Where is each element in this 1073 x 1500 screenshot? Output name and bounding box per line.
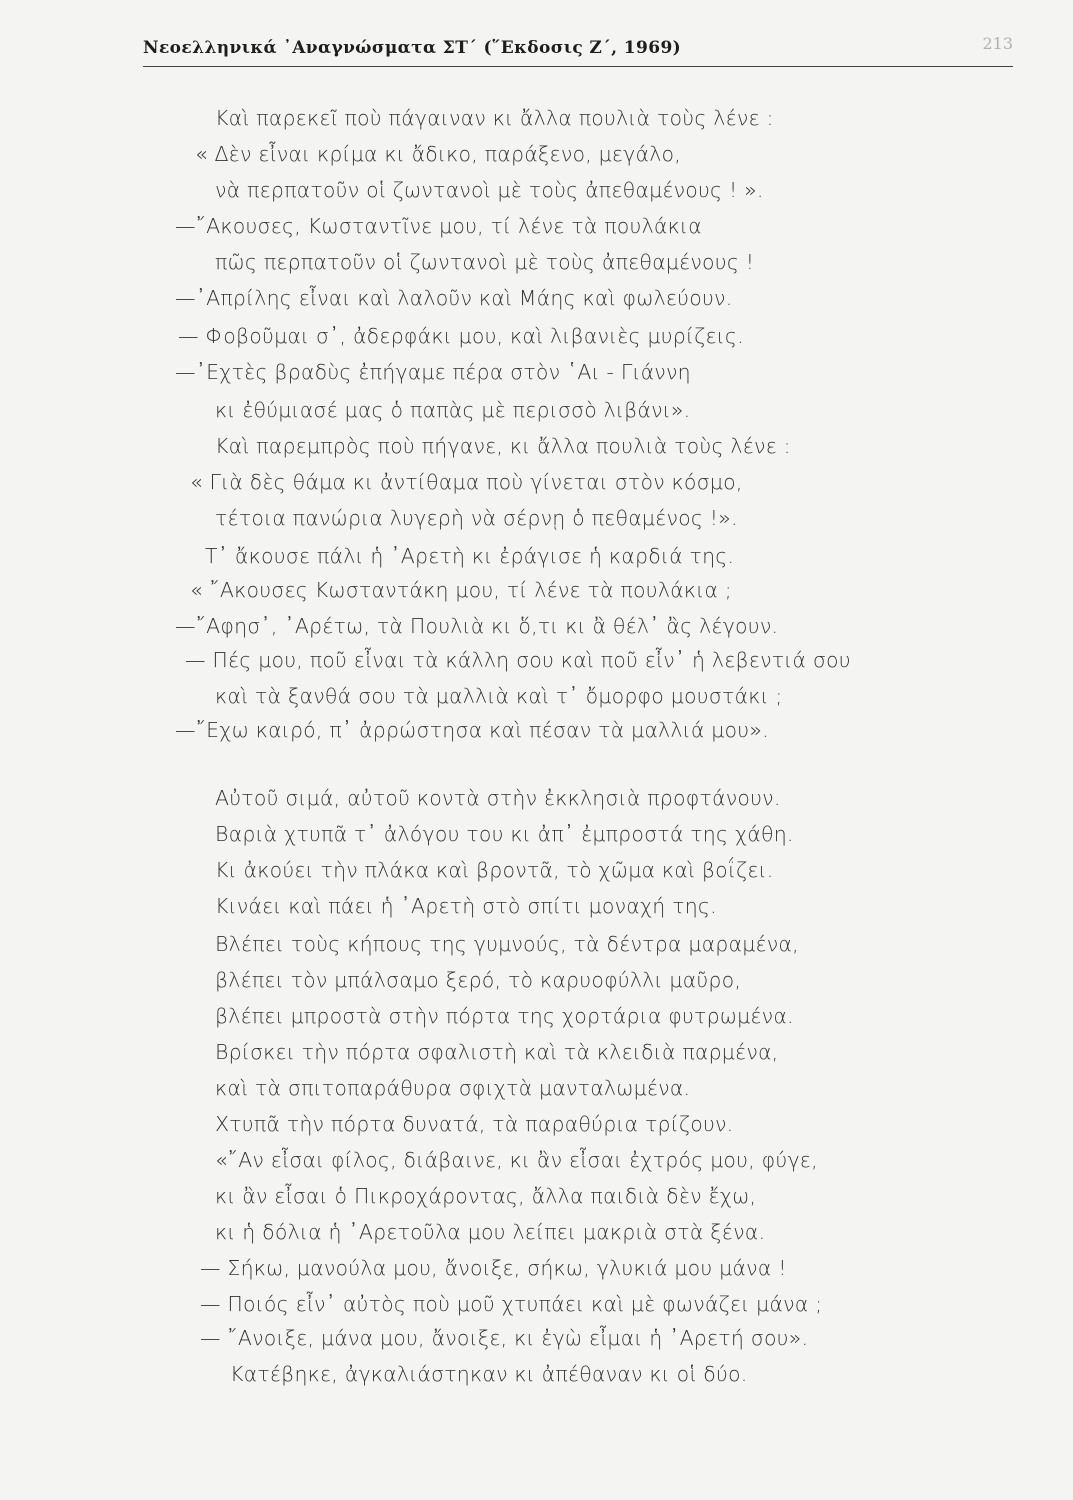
poem-line: καὶ τὰ σπιτοπαράθυρα σφιχτὰ μανταλωμένα. (215, 1076, 691, 1100)
poem-line: —῎Ακουσες, Κωσταντῖνε μου, τί λένε τὰ πουλάκια (175, 214, 702, 238)
poem-line: πῶς περπατοῦν οἱ ζωντανοὶ μὲ τοὺς ἀπεθαμένους ! (215, 250, 755, 274)
poem-line: —᾿Απρίλης εἶναι καὶ λαλοῦν καὶ Μάης καὶ φωλεύουν. (175, 286, 733, 310)
poem-line: κι ἡ δόλια ἡ ᾿Αρετοῦλα μου λείπει μακριὰ στὰ ξένα. (215, 1220, 766, 1244)
poem-line: Βαριὰ χτυπᾶ τ᾿ ἀλόγου του κι ἀπ᾿ ἐμπροστά της χάθη. (215, 822, 794, 846)
poem-line: βλέπει τὸν μπάλσαμο ξερό, τὸ καρυοφύλλι μαῦρο, (215, 968, 742, 992)
poem-line: Αὐτοῦ σιμά, αὐτοῦ κοντὰ στὴν ἐκκλησιὰ προφτάνουν. (215, 786, 781, 810)
poem-line: — Πές μου, ποῦ εἶναι τὰ κάλλη σου καὶ ποῦ εἶν᾿ ἡ λεβεντιά σου (185, 648, 851, 672)
poem-line: — Σήκω, μανούλα μου, ἄνοιξε, σήκω, γλυκιά μου μάνα ! (200, 1256, 787, 1280)
poem-line: Τ᾿ ἄκουσε πάλι ἡ ᾿Αρετὴ κι ἐράγισε ἡ καρδιά της. (205, 544, 735, 568)
poem-line: Κινάει καὶ πάει ἡ ᾿Αρετὴ στὸ σπίτι μοναχή της. (215, 894, 717, 918)
poem-line: Χτυπᾶ τὴν πόρτα δυνατά, τὰ παραθύρια τρίζουν. (215, 1112, 734, 1136)
poem-line: « ῎Ακουσες Κωσταντάκη μου, τί λένε τὰ πουλάκια ; (190, 578, 732, 602)
poem-line: — Φοβοῦμαι σ᾿, ἀδερφάκι μου, καὶ λιβανιὲς μυρίζεις. (178, 324, 744, 348)
poem-line: Καὶ παρεμπρὸς ποὺ πήγανε, κι ἄλλα πουλιὰ τοὺς λένε : (215, 434, 791, 458)
poem-line: —῎Αφησ᾿, ᾿Αρέτω, τὰ Πουλιὰ κι ὅ,τι κι ἂ θέλ᾿ ἂς λέγουν. (175, 614, 779, 638)
poem-line: —῎Εχω καιρό, π᾿ ἀρρώστησα καὶ πέσαν τὰ μαλλιά μου». (175, 718, 769, 742)
poem-line: Κατέβηκε, ἀγκαλιάστηκαν κι ἀπέθαναν κι οἱ δύο. (230, 1362, 748, 1386)
poem-line: Καὶ παρεκεῖ ποὺ πάγαιναν κι ἄλλα πουλιὰ τοὺς λένε : (215, 106, 774, 130)
poem-line: « Γιὰ δὲς θάμα κι ἀντίθαμα ποὺ γίνεται στὸν κόσμο, (190, 470, 743, 494)
poem-line: καὶ τὰ ξανθά σου τὰ μαλλιὰ καὶ τ᾿ ὄμορφο μουστάκι ; (215, 684, 783, 708)
poem-line: —᾿Εχτὲς βραδὺς ἐπήγαμε πέρα στὸν ῾Αι - Γιάννη (175, 360, 691, 384)
poem-line: νὰ περπατοῦν οἱ ζωντανοὶ μὲ τοὺς ἀπεθαμένους ! ». (215, 178, 764, 202)
poem-line: Κι ἀκούει τὴν πλάκα καὶ βροντᾶ, τὸ χῶμα καὶ βοΐζει. (215, 858, 774, 882)
poem-line: βλέπει μπροστὰ στὴν πόρτα της χορτάρια φυτρωμένα. (215, 1004, 794, 1028)
poem-line: « Δὲν εἶναι κρίμα κι ἄδικο, παράξενο, μεγάλο, (195, 142, 682, 166)
poem-line: κι ἂν εἶσαι ὁ Πικροχάροντας, ἄλλα παιδιὰ δὲν ἔχω, (215, 1184, 757, 1208)
poem-line: Βρίσκει τὴν πόρτα σφαλιστὴ καὶ τὰ κλειδιὰ παρμένα, (215, 1040, 779, 1064)
header-rule (143, 66, 1013, 67)
poem-line: — ῎Ανοιξε, μάνα μου, ἄνοιξε, κι ἐγὼ εἶμαι ἡ ᾿Αρετή σου». (200, 1326, 809, 1350)
poem-line: Βλέπει τοὺς κήπους της γυμνούς, τὰ δέντρα μαραμένα, (215, 932, 799, 956)
page-header (143, 34, 1013, 74)
poem-line: τέτοια πανώρια λυγερὴ νὰ σέρνῃ ὁ πεθαμένος !». (215, 506, 738, 530)
poem-line: — Ποιός εἶν᾿ αὐτὸς ποὺ μοῦ χτυπάει καὶ μὲ φωνάζει μάνα ; (200, 1292, 823, 1316)
poem-line: κι ἐθύμιασέ μας ὁ παπὰς μὲ περισσὸ λιβάνι». (215, 398, 691, 422)
running-title: Νεοελληνικά ᾿Αναγνώσματα ΣΤ΄ (῞Εκδοσις Ζ΄, 1969) (143, 38, 682, 58)
poem-line: «῎Αν εἶσαι φίλος, διάβαινε, κι ἂν εἶσαι ἐχτρός μου, φύγε, (215, 1148, 818, 1172)
page-number: 213 (982, 34, 1013, 53)
